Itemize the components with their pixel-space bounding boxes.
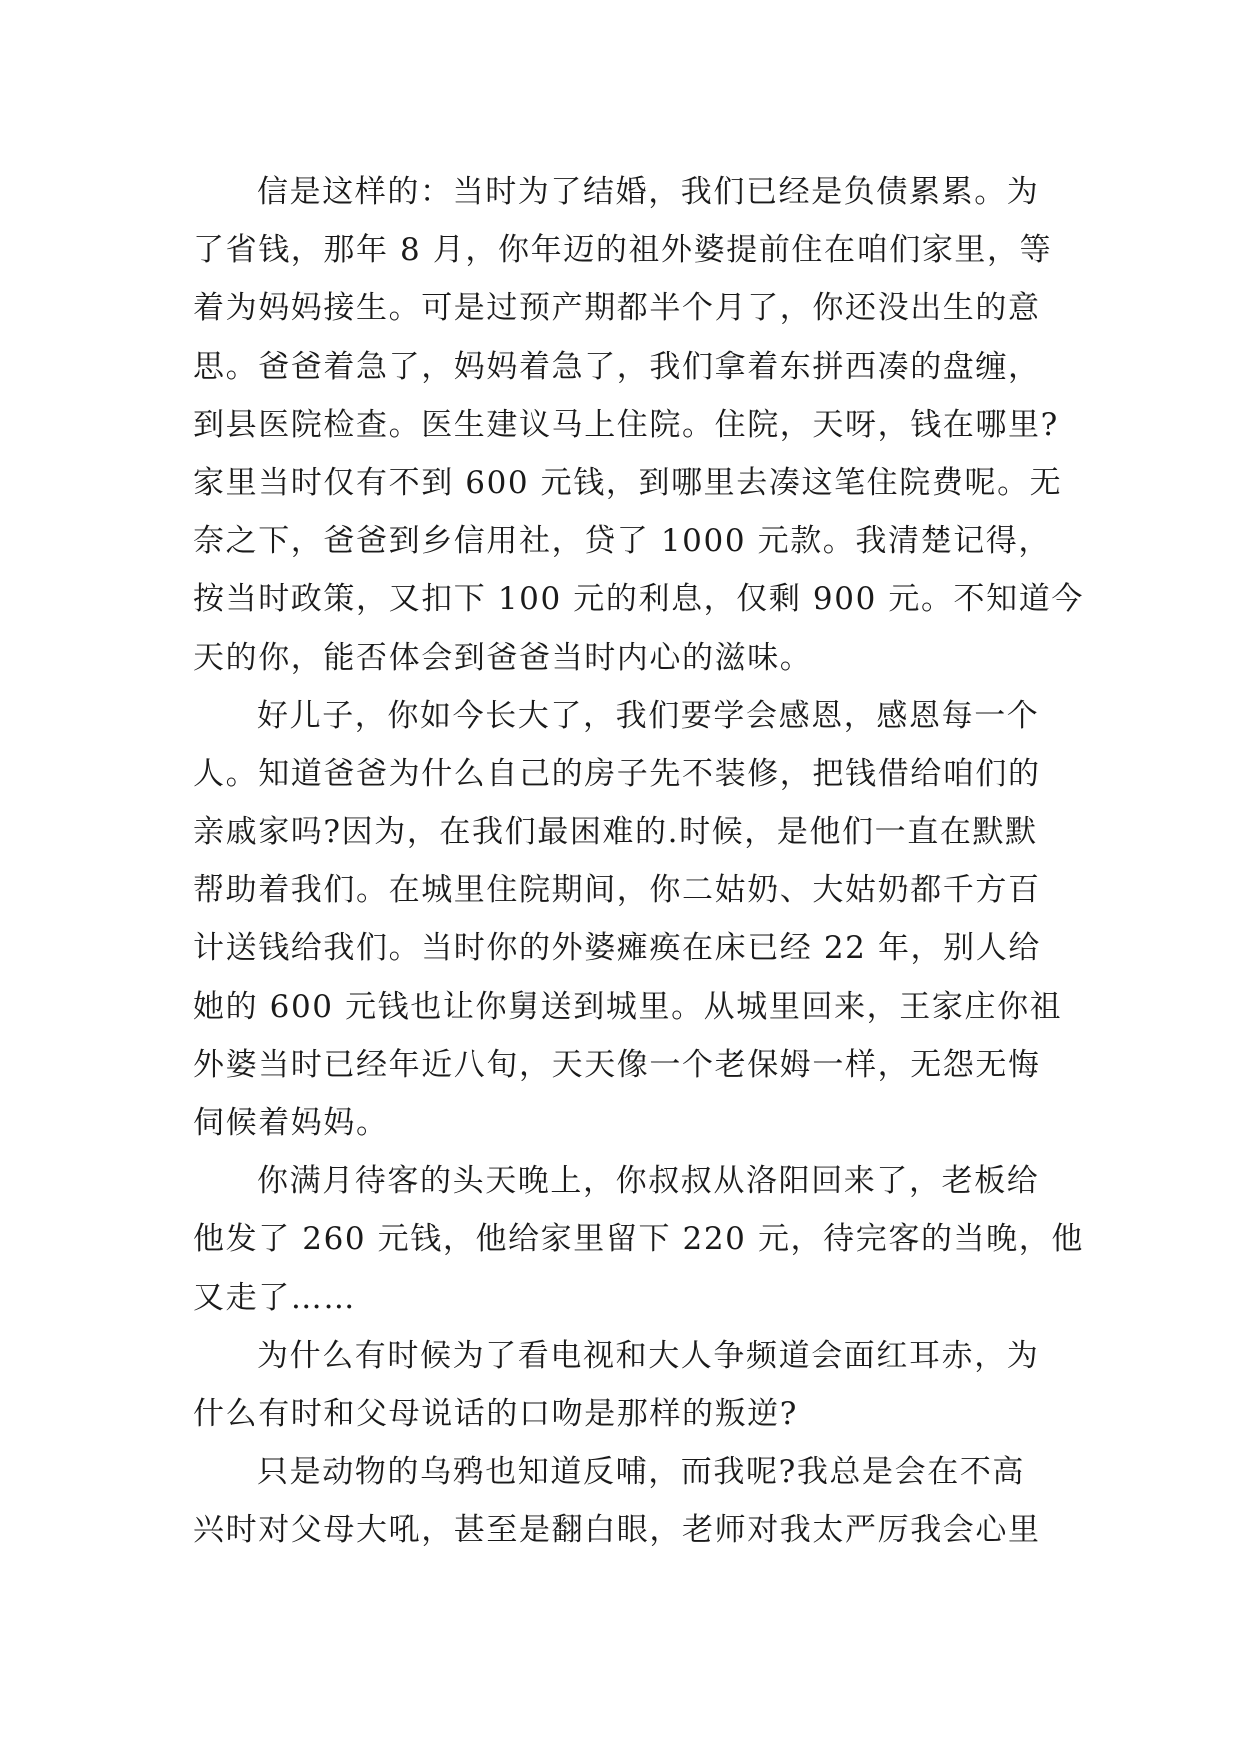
text-line: 为什么有时候为了看电视和大人争频道会面红耳赤，为 [257, 1337, 1040, 1374]
text-line: 计送钱给我们。当时你的外婆瘫痪在床已经 22 年，别人给 [193, 930, 1041, 967]
text-line: 天的你，能否体会到爸爸当时内心的滋味。 [193, 639, 813, 676]
text-line: 外婆当时已经年近八旬，天天像一个老保姆一样，无怨无悔 [193, 1046, 1041, 1083]
text-line: 按当时政策，又扣下 100 元的利息，仅剩 900 元。不知道今 [193, 581, 1084, 618]
text-line: 兴时对父母大吼，甚至是翻白眼，老师对我太严厉我会心里 [193, 1512, 1041, 1549]
text-line: 亲戚家吗?因为，在我们最困难的.时候，是他们一直在默默 [193, 814, 1038, 851]
text-line: 奈之下，爸爸到乡信用社，贷了 1000 元款。我清楚记得， [193, 523, 1051, 560]
text-line: 信是这样的：当时为了结婚，我们已经是负债累累。为 [257, 174, 1040, 210]
text-line: 思。爸爸着急了，妈妈着急了，我们拿着东拼西凑的盘缠， [193, 348, 1041, 385]
text-line: 帮助着我们。在城里住院期间，你二姑奶、大姑奶都千方百 [193, 872, 1041, 909]
text-line: 你满月待客的头天晚上，你叔叔从洛阳回来了，老板给 [257, 1163, 1040, 1200]
text-line: 她的 600 元钱也让你舅送到城里。从城里回来，王家庄你祖 [193, 988, 1063, 1025]
text-line: 只是动物的乌鸦也知道反哺，而我呢?我总是会在不高 [257, 1454, 1026, 1491]
text-line: 他发了 260 元钱，他给家里留下 220 元，待完客的当晚，他 [193, 1221, 1084, 1258]
text-line: 了省钱，那年 8 月，你年迈的祖外婆提前住在咱们家里，等 [193, 232, 1053, 269]
text-line: 着为妈妈接生。可是过预产期都半个月了，你还没出生的意 [193, 290, 1041, 327]
text-line: 人。知道爸爸为什么自己的房子先不装修，把钱借给咱们的 [193, 755, 1041, 792]
text-line: 家里当时仅有不到 600 元钱，到哪里去凑这笔住院费呢。无 [193, 464, 1063, 501]
text-line: 又走了…… [193, 1279, 356, 1316]
text-line: 什么有时和父母说话的口吻是那样的叛逆? [193, 1395, 799, 1432]
text-line: 好儿子，你如今长大了，我们要学会感恩，感恩每一个 [257, 697, 1040, 734]
text-line: 到县医院检查。医生建议马上住院。住院，天呀，钱在哪里? [193, 406, 1059, 443]
document-body [193, 163, 1084, 1560]
text-line: 伺候着妈妈。 [193, 1105, 389, 1141]
